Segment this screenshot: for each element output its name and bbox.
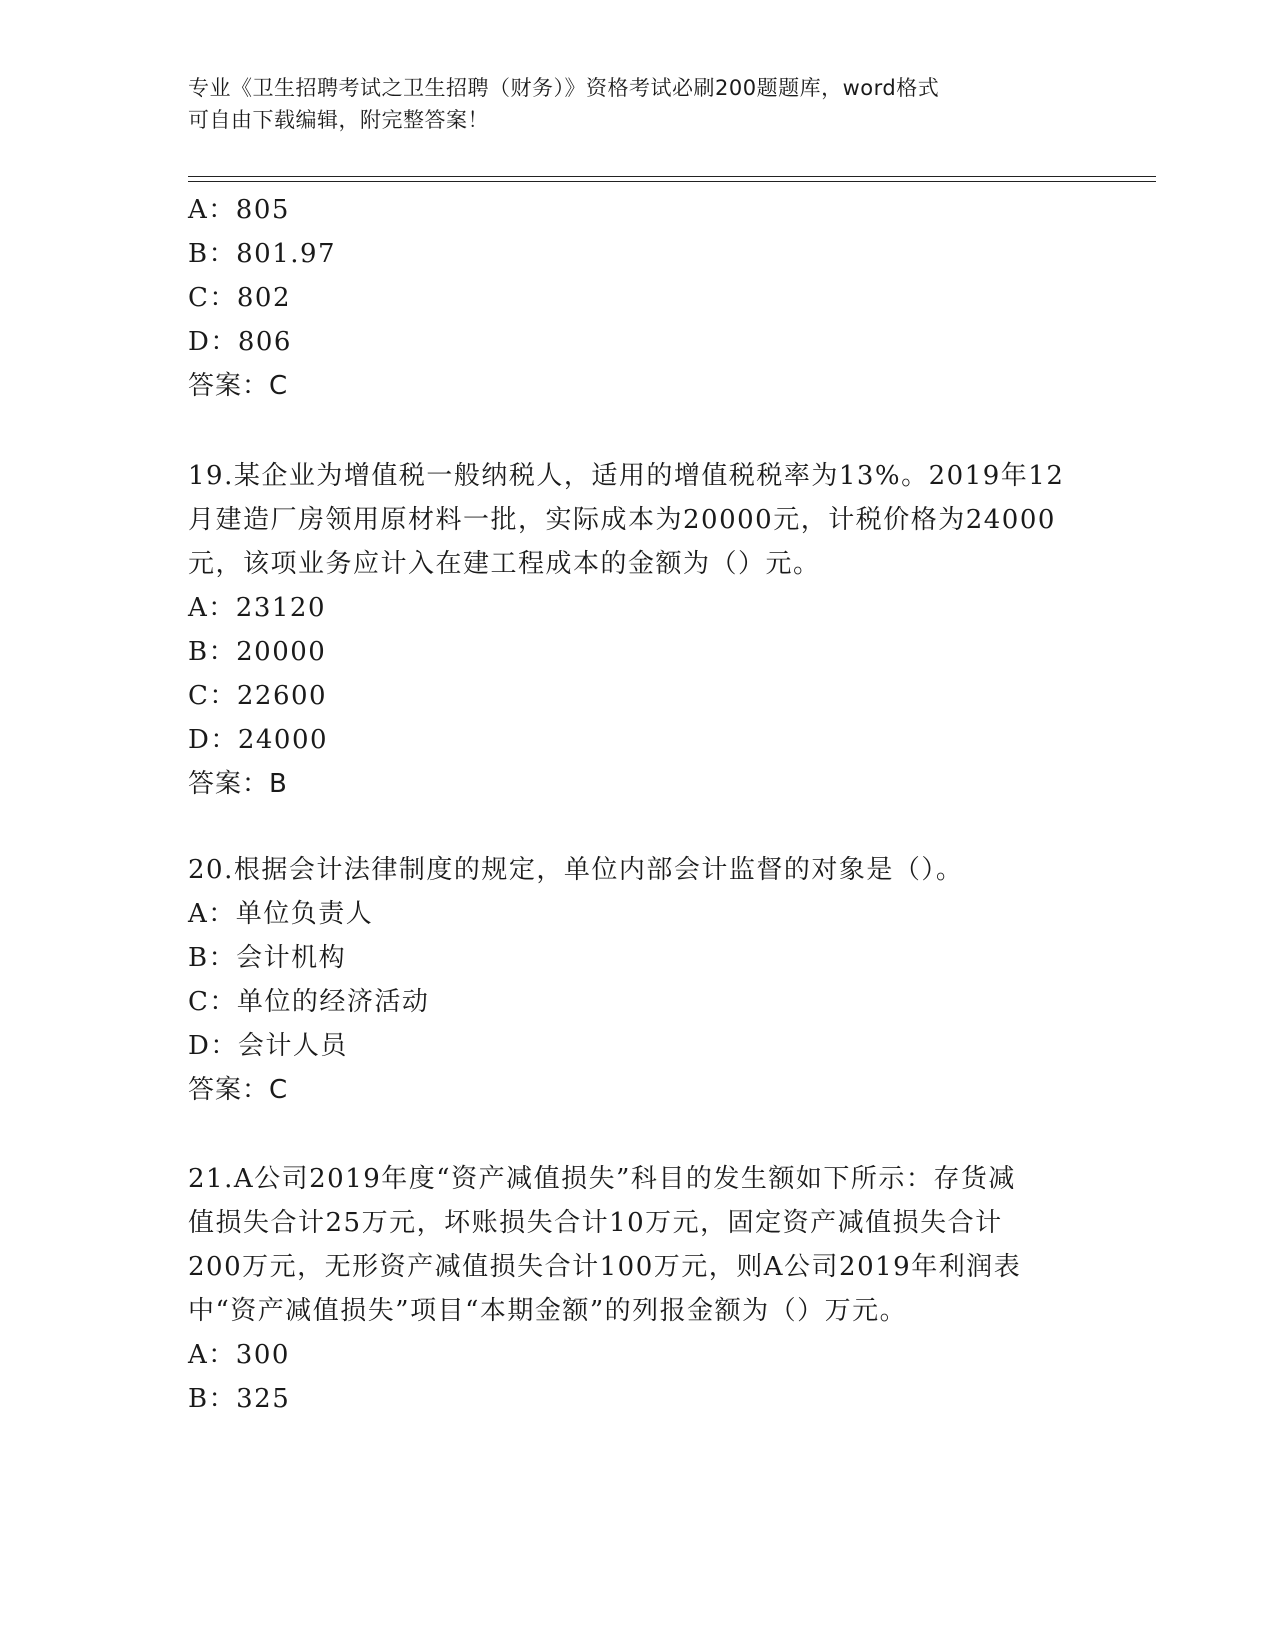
q21-stem-line-2: 值损失合计25万元，坏账损失合计10万元，固定资产减值损失合计 <box>188 1208 1003 1238</box>
document-header <box>188 72 1088 136</box>
q18-answer: 答案：C <box>188 371 289 401</box>
q20-option-a: A：单位负责人 <box>188 899 374 929</box>
q20-option-d: D：会计人员 <box>188 1031 348 1061</box>
q21-stem-line-3: 200万元，无形资产减值损失合计100万元，则A公司2019年利润表 <box>188 1252 1022 1282</box>
q21-option-b: B：325 <box>188 1384 291 1414</box>
q18-option-a: A：805 <box>188 195 290 225</box>
q20-answer: 答案：C <box>188 1075 289 1105</box>
q19-option-d: D：24000 <box>188 725 329 755</box>
q19-option-a: A：23120 <box>188 593 326 623</box>
q20-stem-line-1: 20.根据会计法律制度的规定，单位内部会计监督的对象是（）。 <box>188 855 964 885</box>
q18-option-d: D：806 <box>188 327 292 357</box>
header-divider-top <box>188 176 1156 177</box>
q21-stem-line-1: 21.A公司2019年度“资产减值损失”科目的发生额如下所示：存货减 <box>188 1164 1016 1194</box>
q18-option-c: C：802 <box>188 283 292 313</box>
q18-option-b: B：801.97 <box>188 239 337 269</box>
header-divider-bottom <box>188 181 1156 182</box>
q19-option-b: B：20000 <box>188 637 327 667</box>
q19-stem-line-2: 月建造厂房领用原材料一批，实际成本为20000元，计税价格为24000 <box>188 505 1056 535</box>
q19-option-c: C：22600 <box>188 681 328 711</box>
header-line-2: 可自由下载编辑，附完整答案！ <box>188 108 489 132</box>
q21-option-a: A：300 <box>188 1340 290 1370</box>
header-line-1: 专业《卫生招聘考试之卫生招聘（财务）》资格考试必刷200题题库，word格式 <box>188 76 940 100</box>
q19-stem-line-1: 19.某企业为增值税一般纳税人，适用的增值税税率为13%。2019年12 <box>188 461 1065 491</box>
q20-option-b: B：会计机构 <box>188 943 347 973</box>
q21-stem-line-4: 中“资产减值损失”项目“本期金额”的列报金额为（）万元。 <box>188 1296 908 1326</box>
q19-stem-line-3: 元，该项业务应计入在建工程成本的金额为（）元。 <box>188 549 821 579</box>
q19-answer: 答案：B <box>188 769 288 799</box>
q20-option-c: C：单位的经济活动 <box>188 987 430 1017</box>
